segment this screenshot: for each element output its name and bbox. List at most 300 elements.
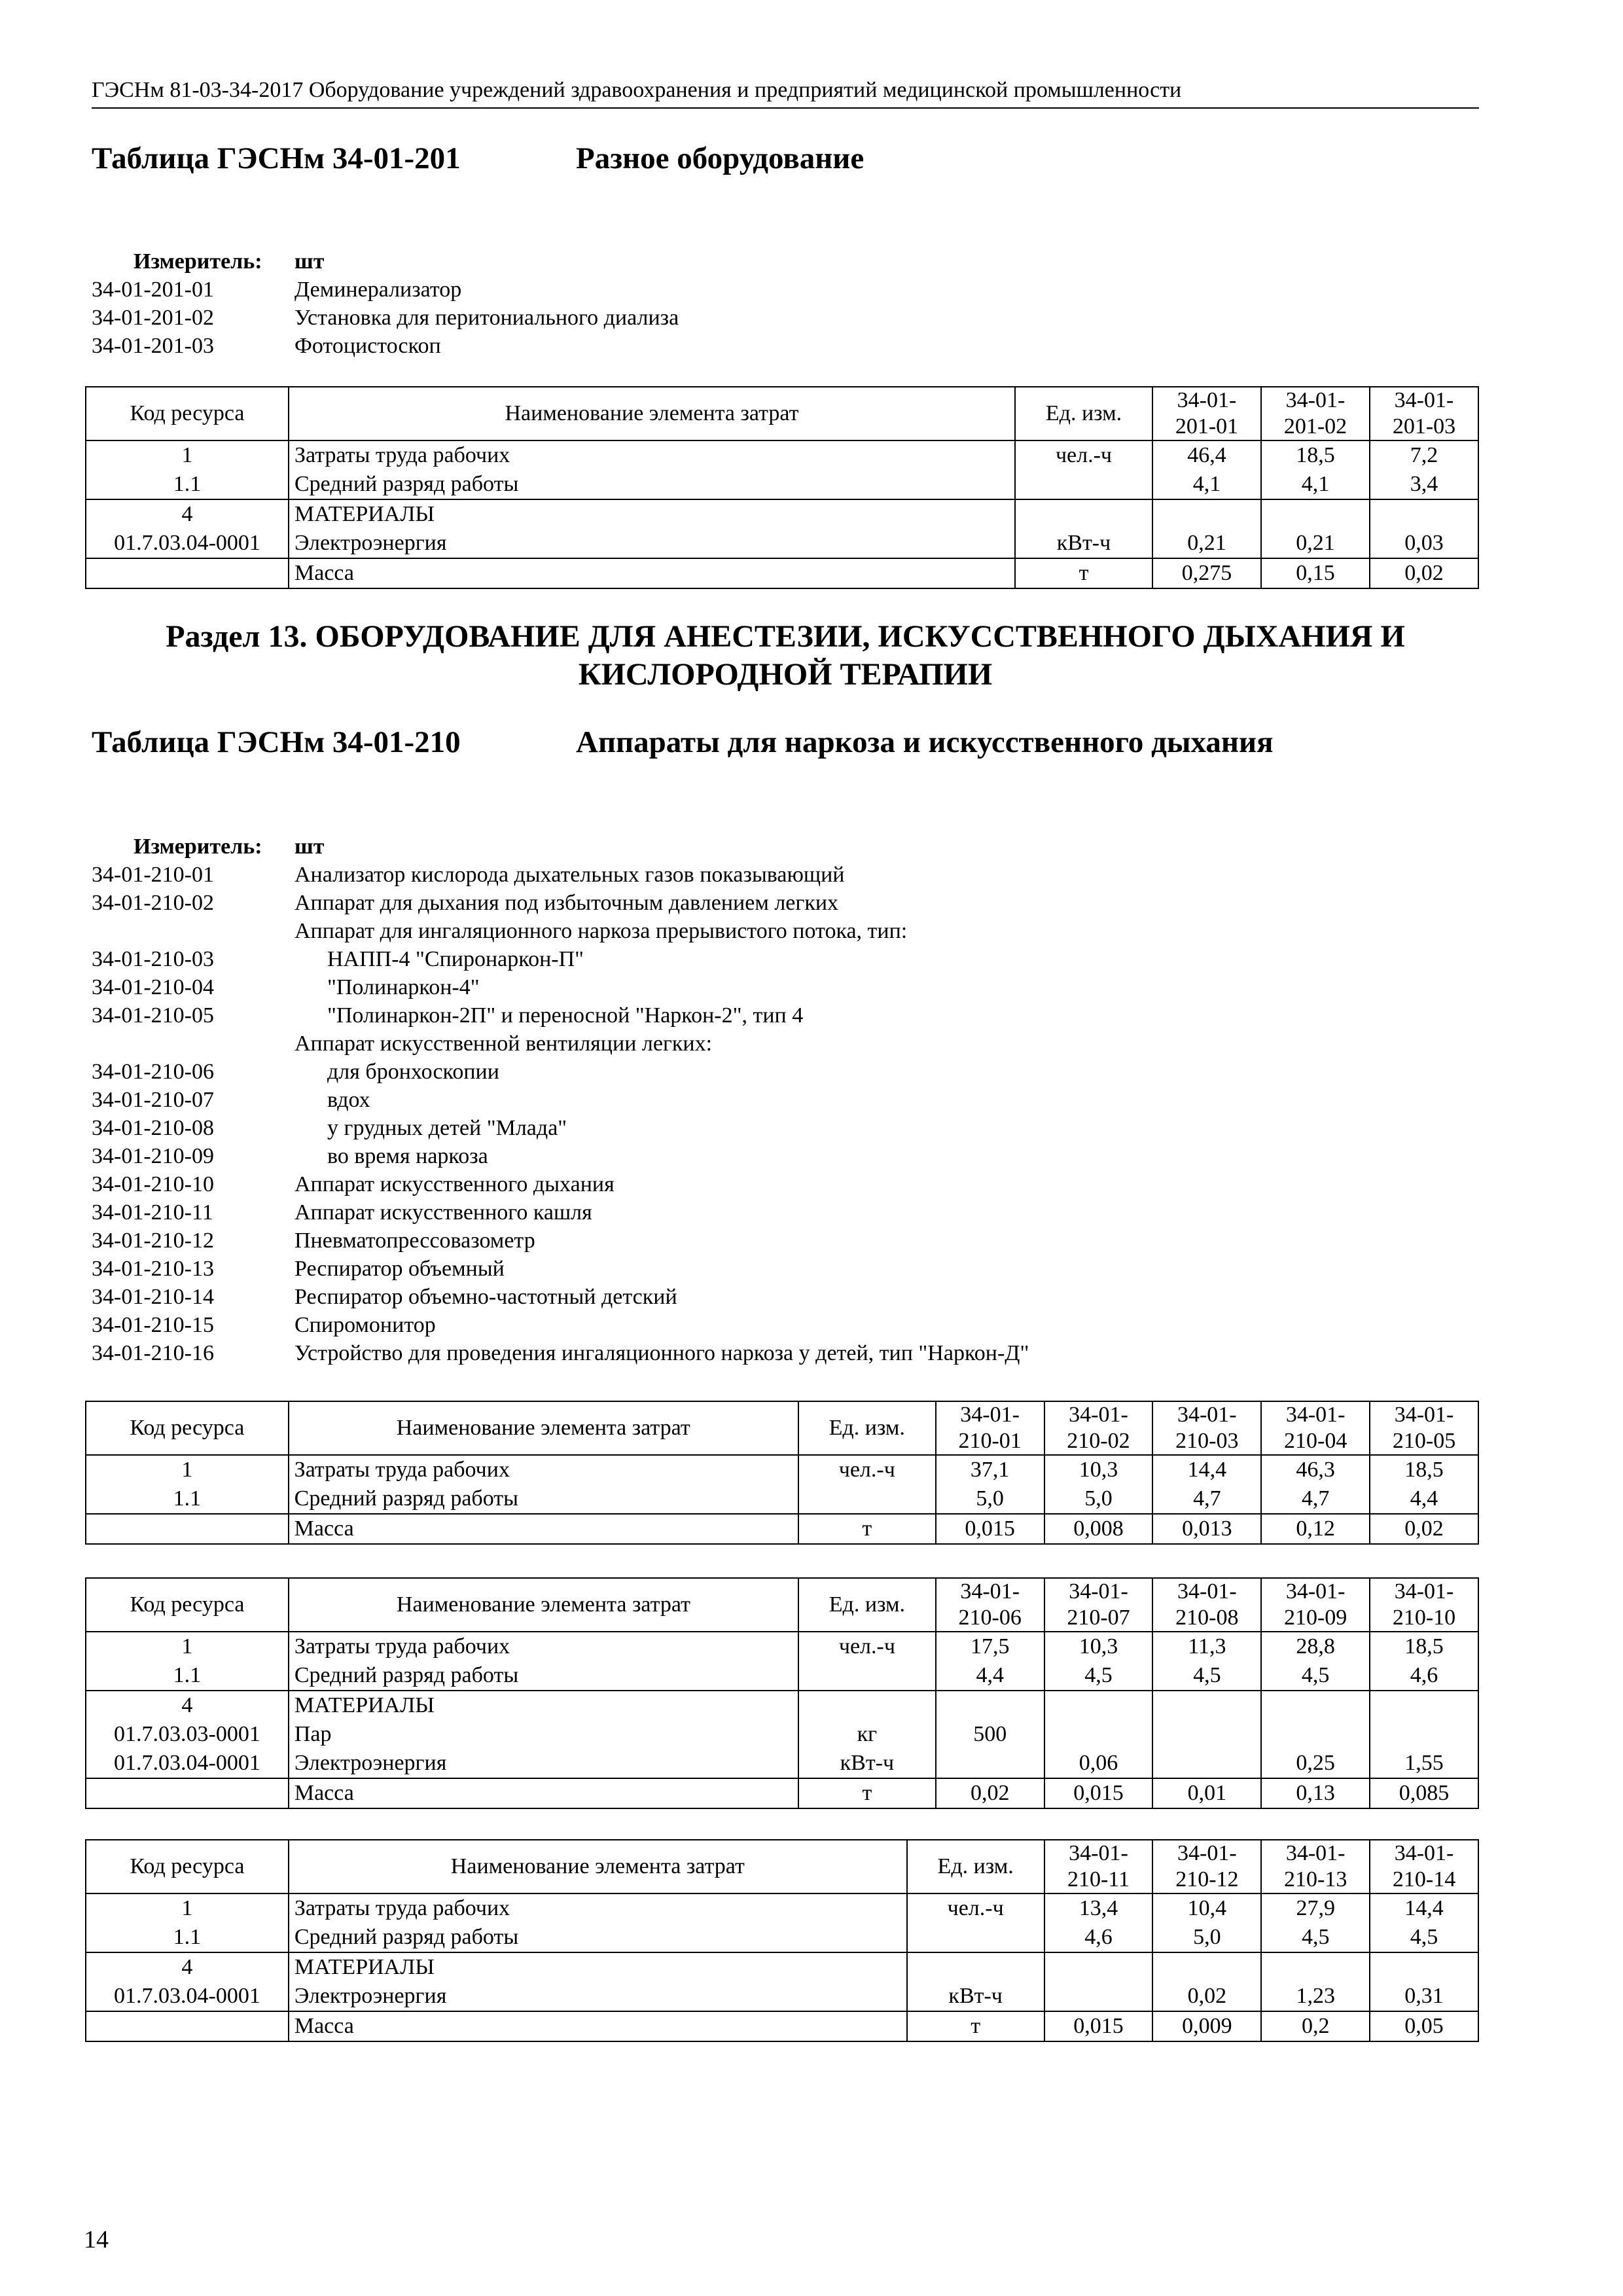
- cell-value: 18,5: [1370, 1632, 1478, 1661]
- cell-value: [1152, 499, 1261, 529]
- item-code: 34-01-210-08: [92, 1116, 214, 1140]
- table-number: Таблица ГЭСНм 34-01-210: [92, 725, 461, 759]
- item-row: [92, 1170, 1479, 1198]
- header-column: [1152, 1401, 1261, 1455]
- header-column-line: 34-01-: [1394, 1403, 1454, 1427]
- table-title: [92, 140, 1479, 177]
- header-code: Код ресурса: [86, 387, 289, 440]
- item-code: 34-01-210-06: [92, 1060, 214, 1084]
- item-code: 34-01-210-14: [92, 1285, 214, 1309]
- header-column-line: 34-01-: [1285, 1579, 1346, 1604]
- table-title: [92, 724, 1479, 761]
- header-column-line: 210-04: [1284, 1429, 1347, 1453]
- cell-value: [1370, 1691, 1478, 1720]
- header-column-line: 201-03: [1392, 414, 1456, 439]
- item-code: 34-01-210-04: [92, 975, 214, 999]
- cell-unit: чел.-ч: [1015, 440, 1152, 470]
- header-column-line: 34-01-: [1285, 1841, 1346, 1865]
- item-code: 34-01-210-09: [92, 1144, 214, 1168]
- item-row: [92, 1255, 1479, 1283]
- cell-name: Средний разряд работы: [289, 1661, 798, 1691]
- item-row: [92, 1001, 1479, 1030]
- cell-unit: [798, 1661, 936, 1691]
- cell-value: 0,02: [1370, 558, 1478, 588]
- cell-value: 18,5: [1370, 1455, 1478, 1484]
- cell-value: 46,3: [1261, 1455, 1370, 1484]
- cell-value: [1044, 1982, 1153, 2011]
- item-row: [92, 1311, 1479, 1339]
- cell-value: [936, 1691, 1044, 1720]
- header-unit: Ед. изм.: [798, 1401, 936, 1455]
- item-label: для бронхоскопии: [327, 1060, 499, 1084]
- header-column-line: 210-10: [1392, 1605, 1456, 1630]
- item-code: [92, 917, 294, 945]
- cell-unit: чел.-ч: [798, 1455, 936, 1484]
- cell-value: 1,55: [1370, 1749, 1478, 1778]
- header-column: [1044, 1840, 1153, 1893]
- item-code: 34-01-210-12: [92, 1229, 214, 1253]
- table-row: [86, 440, 1478, 470]
- header-column-line: 201-02: [1283, 414, 1347, 439]
- item-row: [92, 1058, 1479, 1086]
- header-column: [1044, 1578, 1153, 1632]
- cell-value: 3,4: [1370, 470, 1478, 499]
- cell-name: Электроэнергия: [289, 1982, 907, 2011]
- header-row: [86, 1840, 1478, 1893]
- cell-unit: [798, 1691, 936, 1720]
- item-label: Установка для перитониального диализа: [294, 306, 679, 330]
- header-code: Код ресурса: [86, 1578, 289, 1632]
- cell-name: Электроэнергия: [289, 529, 1015, 558]
- cell-value: [1261, 1691, 1370, 1720]
- header-code: Код ресурса: [86, 1840, 289, 1893]
- cell-value: 0,02: [1152, 1982, 1261, 2011]
- item-row: [92, 332, 1479, 360]
- cell-value: 4,5: [1044, 1661, 1153, 1691]
- cell-name: Масса: [289, 2011, 907, 2041]
- cell-unit: т: [798, 1778, 936, 1808]
- running-header: ГЭСНм 81-03-34-2017 Оборудование учреждений здравоохранения и предприятий медицинской промышленности: [92, 77, 1479, 109]
- cell-value: 0,02: [1370, 1514, 1478, 1544]
- cell-value: 10,4: [1152, 1893, 1261, 1923]
- header-column-line: 210-08: [1175, 1605, 1239, 1630]
- item-code: 34-01-210-10: [92, 1172, 214, 1196]
- header-column: [1152, 387, 1261, 440]
- cell-name: Масса: [289, 558, 1015, 588]
- item-label: Аппарат искусственной вентиляции легких:: [294, 1031, 713, 1056]
- item-label: Спиромонитор: [294, 1313, 436, 1337]
- header-column-line: 34-01-: [1394, 388, 1454, 412]
- cell-code: 1: [86, 1455, 289, 1484]
- header-column-line: 210-13: [1284, 1867, 1347, 1892]
- cell-value: [1152, 1952, 1261, 1982]
- header-column-line: 34-01-: [1285, 1403, 1346, 1427]
- cell-value: [1044, 1720, 1153, 1749]
- header-column-line: 210-01: [958, 1429, 1022, 1453]
- table-row: [86, 1893, 1478, 1923]
- cell-value: 17,5: [936, 1632, 1044, 1661]
- cell-name: Электроэнергия: [289, 1749, 798, 1778]
- cell-value: 0,02: [936, 1778, 1044, 1808]
- measure-row: [92, 833, 1479, 861]
- header-column: [936, 1401, 1044, 1455]
- cell-value: 0,25: [1261, 1749, 1370, 1778]
- cell-value: [1370, 1952, 1478, 1982]
- cell-value: 37,1: [936, 1455, 1044, 1484]
- header-column-line: 34-01-: [1177, 388, 1237, 412]
- item-code: 34-01-210-01: [92, 863, 214, 887]
- header-code: Код ресурса: [86, 1401, 289, 1455]
- item-row: [92, 861, 1479, 889]
- cell-code: 1.1: [86, 1661, 289, 1691]
- header-column-line: 34-01-: [960, 1579, 1020, 1604]
- measure-unit: шт: [294, 834, 325, 859]
- item-label: "Полинаркон-2П" и переносной "Наркон-2", тип 4: [327, 1003, 804, 1028]
- table-row: [86, 1952, 1478, 1982]
- item-row: [92, 889, 1479, 917]
- cell-unit: [798, 1484, 936, 1514]
- table-row: [86, 1455, 1478, 1484]
- measure-unit: шт: [294, 249, 325, 274]
- header-column: [1370, 1401, 1478, 1455]
- header-column-line: 34-01-: [960, 1403, 1020, 1427]
- cell-value: 18,5: [1261, 440, 1370, 470]
- page-number: 14: [84, 2226, 109, 2253]
- header-column-line: 210-14: [1392, 1867, 1456, 1892]
- cell-value: 0,21: [1261, 529, 1370, 558]
- cell-value: 10,3: [1044, 1455, 1153, 1484]
- measure-list: [92, 833, 1479, 1367]
- header-column-line: 34-01-: [1177, 1579, 1237, 1604]
- item-label: Респиратор объемный: [294, 1257, 505, 1281]
- table-row: [86, 1632, 1478, 1661]
- header-unit: Ед. изм.: [798, 1578, 936, 1632]
- cell-value: 0,05: [1370, 2011, 1478, 2041]
- cell-value: 5,0: [1152, 1923, 1261, 1952]
- item-label: вдох: [327, 1088, 370, 1112]
- item-row: [92, 973, 1479, 1001]
- cell-name: Затраты труда рабочих: [289, 1893, 907, 1923]
- header-column-line: 34-01-: [1177, 1841, 1237, 1865]
- cell-code: 4: [86, 1691, 289, 1720]
- cell-unit: т: [798, 1514, 936, 1544]
- cell-value: [1370, 1720, 1478, 1749]
- cell-value: 4,7: [1261, 1484, 1370, 1514]
- header-column: [1152, 1578, 1261, 1632]
- header-row: [86, 387, 1478, 440]
- cell-value: [936, 1749, 1044, 1778]
- table-row: [86, 529, 1478, 558]
- header-column-line: 210-02: [1067, 1429, 1130, 1453]
- header-column-line: 201-01: [1175, 414, 1239, 439]
- cell-value: 4,5: [1261, 1923, 1370, 1952]
- table-row: [86, 499, 1478, 529]
- item-row: [92, 1339, 1479, 1367]
- item-code: 34-01-210-05: [92, 1003, 214, 1028]
- cell-value: [1261, 499, 1370, 529]
- cell-name: МАТЕРИАЛЫ: [289, 499, 1015, 529]
- cell-name: Затраты труда рабочих: [289, 440, 1015, 470]
- cell-value: 46,4: [1152, 440, 1261, 470]
- cell-name: Затраты труда рабочих: [289, 1632, 798, 1661]
- header-name: Наименование элемента затрат: [289, 387, 1015, 440]
- cell-value: 4,6: [1370, 1661, 1478, 1691]
- cell-unit: кВт-ч: [798, 1749, 936, 1778]
- cell-value: 0,03: [1370, 529, 1478, 558]
- item-label: Аппарат для дыхания под избыточным давлением легких: [294, 891, 839, 915]
- item-code: 34-01-210-13: [92, 1257, 214, 1281]
- cell-value: 13,4: [1044, 1893, 1153, 1923]
- cell-value: 5,0: [936, 1484, 1044, 1514]
- item-row: [92, 945, 1479, 973]
- cell-code: 1.1: [86, 1484, 289, 1514]
- header-row: [86, 1578, 1478, 1632]
- header-column-line: 34-01-: [1069, 1403, 1128, 1427]
- header-column-line: 34-01-: [1177, 1403, 1237, 1427]
- table-name: Аппараты для наркоза и искусственного дыхания: [576, 725, 1274, 759]
- cell-value: 0,085: [1370, 1778, 1478, 1808]
- cell-code: 01.7.03.04-0001: [86, 1982, 289, 2011]
- item-label: Фотоцистоскоп: [294, 334, 441, 358]
- cell-value: 0,015: [1044, 2011, 1153, 2041]
- cell-value: 11,3: [1152, 1632, 1261, 1661]
- item-label: Аппарат искусственного дыхания: [294, 1172, 615, 1196]
- cell-code: 01.7.03.04-0001: [86, 529, 289, 558]
- cell-name: Средний разряд работы: [289, 1484, 798, 1514]
- header-column-line: 210-11: [1067, 1867, 1130, 1892]
- resource-table: [85, 1839, 1479, 2042]
- item-code: [92, 1030, 294, 1058]
- header-column-line: 210-09: [1283, 1605, 1347, 1630]
- header-column-line: 210-12: [1175, 1867, 1239, 1892]
- cell-value: 10,3: [1044, 1632, 1153, 1661]
- cell-code: 1.1: [86, 1923, 289, 1952]
- cell-value: 4,6: [1044, 1923, 1153, 1952]
- cell-value: 1,23: [1261, 1982, 1370, 2011]
- item-label: Деминерализатор: [294, 278, 462, 302]
- header-column-line: 34-01-: [1394, 1841, 1454, 1865]
- cell-code: [86, 1514, 289, 1544]
- item-label: НАПП-4 "Спиронаркон-П": [327, 947, 584, 971]
- cell-name: МАТЕРИАЛЫ: [289, 1691, 798, 1720]
- header-column: [1370, 1840, 1478, 1893]
- header-column: [1261, 1840, 1370, 1893]
- item-code: 34-01-210-11: [92, 1200, 213, 1225]
- header-column: [1370, 1578, 1478, 1632]
- cell-value: 0,06: [1044, 1749, 1153, 1778]
- table-row: [86, 558, 1478, 588]
- resource-table: [85, 386, 1479, 589]
- item-code: 34-01-201-03: [92, 334, 214, 358]
- cell-value: 4,7: [1152, 1484, 1261, 1514]
- cell-value: 4,5: [1370, 1923, 1478, 1952]
- cell-value: 0,21: [1152, 529, 1261, 558]
- cell-value: 500: [936, 1720, 1044, 1749]
- cell-code: [86, 2011, 289, 2041]
- measure-label: Измеритель:: [134, 249, 262, 274]
- cell-value: 0,31: [1370, 1982, 1478, 2011]
- cell-value: 4,4: [936, 1661, 1044, 1691]
- cell-name: Средний разряд работы: [289, 1923, 907, 1952]
- header-column: [936, 1578, 1044, 1632]
- header-unit: Ед. изм.: [1015, 387, 1152, 440]
- item-label: Аппарат искусственного кашля: [294, 1200, 592, 1225]
- item-code: 34-01-210-15: [92, 1313, 214, 1337]
- cell-value: [1152, 1749, 1261, 1778]
- item-row: [92, 1283, 1479, 1311]
- cell-value: 0,015: [936, 1514, 1044, 1544]
- item-label: Аппарат для ингаляционного наркоза прерывистого потока, тип:: [294, 919, 908, 943]
- cell-value: 14,4: [1370, 1893, 1478, 1923]
- cell-code: [86, 1778, 289, 1808]
- item-code: 34-01-210-03: [92, 947, 214, 971]
- header-column: [1370, 387, 1478, 440]
- cell-value: 4,1: [1261, 470, 1370, 499]
- header-name: Наименование элемента затрат: [289, 1578, 798, 1632]
- cell-name: Пар: [289, 1720, 798, 1749]
- item-label: Респиратор объемно-частотный детский: [294, 1285, 677, 1309]
- item-row: [92, 304, 1479, 332]
- item-label: Анализатор кислорода дыхательных газов показывающий: [294, 863, 845, 887]
- header-column-line: 210-05: [1392, 1429, 1456, 1453]
- cell-name: Средний разряд работы: [289, 470, 1015, 499]
- cell-value: [1261, 1952, 1370, 1982]
- cell-code: [86, 558, 289, 588]
- item-label: у грудных детей "Млада": [327, 1116, 567, 1140]
- cell-value: 0,01: [1152, 1778, 1261, 1808]
- item-row: [92, 1030, 1479, 1058]
- cell-unit: [1015, 470, 1152, 499]
- cell-value: 0,275: [1152, 558, 1261, 588]
- cell-value: 4,5: [1261, 1661, 1370, 1691]
- resource-table: [85, 1401, 1479, 1545]
- item-code: 34-01-210-16: [92, 1341, 214, 1365]
- item-row: [92, 1086, 1479, 1114]
- header-column: [1044, 1401, 1153, 1455]
- cell-value: 0,12: [1261, 1514, 1370, 1544]
- cell-name: Затраты труда рабочих: [289, 1455, 798, 1484]
- cell-value: 0,15: [1261, 558, 1370, 588]
- cell-value: 5,0: [1044, 1484, 1153, 1514]
- cell-unit: кг: [798, 1720, 936, 1749]
- header-name: Наименование элемента затрат: [289, 1840, 907, 1893]
- item-row: [92, 1198, 1479, 1227]
- cell-code: 4: [86, 1952, 289, 1982]
- cell-value: 4,5: [1152, 1661, 1261, 1691]
- table-row: [86, 470, 1478, 499]
- header-column-line: 210-06: [958, 1605, 1022, 1630]
- item-row: [92, 917, 1479, 945]
- cell-value: [1044, 1952, 1153, 1982]
- cell-value: 14,4: [1152, 1455, 1261, 1484]
- item-code: 34-01-201-02: [92, 306, 214, 330]
- resource-table: [85, 1577, 1479, 1809]
- cell-unit: т: [907, 2011, 1044, 2041]
- header-row: [86, 1401, 1478, 1455]
- cell-unit: [907, 1952, 1044, 1982]
- item-label: "Полинаркон-4": [327, 975, 480, 999]
- cell-value: [1370, 499, 1478, 529]
- cell-value: 7,2: [1370, 440, 1478, 470]
- cell-value: 0,009: [1152, 2011, 1261, 2041]
- measure-row: [92, 247, 1479, 276]
- cell-value: 0,008: [1044, 1514, 1153, 1544]
- header-column-line: 34-01-: [1285, 388, 1346, 412]
- item-row: [92, 1227, 1479, 1255]
- cell-unit: [907, 1923, 1044, 1952]
- cell-code: 1: [86, 440, 289, 470]
- table-row: [86, 1514, 1478, 1544]
- header-column-line: 210-07: [1067, 1605, 1130, 1630]
- cell-code: 01.7.03.04-0001: [86, 1749, 289, 1778]
- cell-name: Масса: [289, 1514, 798, 1544]
- cell-name: МАТЕРИАЛЫ: [289, 1952, 907, 1982]
- item-row: [92, 276, 1479, 304]
- cell-name: Масса: [289, 1778, 798, 1808]
- cell-unit: чел.-ч: [798, 1632, 936, 1661]
- section-title-line: КИСЛОРОДНОЙ ТЕРАПИИ: [578, 657, 993, 692]
- section-title-line: Раздел 13. ОБОРУДОВАНИЕ ДЛЯ АНЕСТЕЗИИ, ИСКУССТВЕННОГО ДЫХАНИЯ И: [166, 619, 1405, 654]
- cell-value: 4,1: [1152, 470, 1261, 499]
- item-label: Устройство для проведения ингаляционного наркоза у детей, тип "Наркон-Д": [294, 1341, 1029, 1365]
- cell-value: 0,013: [1152, 1514, 1261, 1544]
- cell-code: 1: [86, 1893, 289, 1923]
- table-row: [86, 1484, 1478, 1514]
- cell-value: [1044, 1691, 1153, 1720]
- cell-unit: кВт-ч: [1015, 529, 1152, 558]
- cell-value: [1261, 1720, 1370, 1749]
- cell-code: 4: [86, 499, 289, 529]
- measure-list: [92, 247, 1479, 360]
- cell-value: 4,4: [1370, 1484, 1478, 1514]
- cell-code: 1: [86, 1632, 289, 1661]
- cell-value: 0,2: [1261, 2011, 1370, 2041]
- header-column: [1261, 1578, 1370, 1632]
- header-column: [1261, 1401, 1370, 1455]
- cell-value: 28,8: [1261, 1632, 1370, 1661]
- item-row: [92, 1114, 1479, 1142]
- table-row: [86, 1720, 1478, 1749]
- header-column: [1261, 387, 1370, 440]
- table-row: [86, 1923, 1478, 1952]
- cell-value: 0,015: [1044, 1778, 1153, 1808]
- item-code: 34-01-210-07: [92, 1088, 214, 1112]
- measure-label: Измеритель:: [134, 834, 262, 859]
- cell-unit: кВт-ч: [907, 1982, 1044, 2011]
- header-column-line: 34-01-: [1069, 1841, 1128, 1865]
- item-code: 34-01-201-01: [92, 278, 214, 302]
- table-row: [86, 1661, 1478, 1691]
- item-label: Пневматопрессовазометр: [294, 1229, 535, 1253]
- cell-code: 1.1: [86, 470, 289, 499]
- header-column-line: 34-01-: [1069, 1579, 1128, 1604]
- table-number: Таблица ГЭСНм 34-01-201: [92, 141, 461, 175]
- table-row: [86, 2011, 1478, 2041]
- table-row: [86, 1749, 1478, 1778]
- cell-value: 0,13: [1261, 1778, 1370, 1808]
- item-label: во время наркоза: [327, 1144, 488, 1168]
- header-unit: Ед. изм.: [907, 1840, 1044, 1893]
- header-column-line: 210-03: [1175, 1429, 1239, 1453]
- header-column-line: 34-01-: [1394, 1579, 1454, 1604]
- table-row: [86, 1778, 1478, 1808]
- header-column: [1152, 1840, 1261, 1893]
- header-name: Наименование элемента затрат: [289, 1401, 798, 1455]
- section-title: [92, 618, 1479, 694]
- item-row: [92, 1142, 1479, 1170]
- table-name: Разное оборудование: [576, 141, 865, 175]
- table-row: [86, 1982, 1478, 2011]
